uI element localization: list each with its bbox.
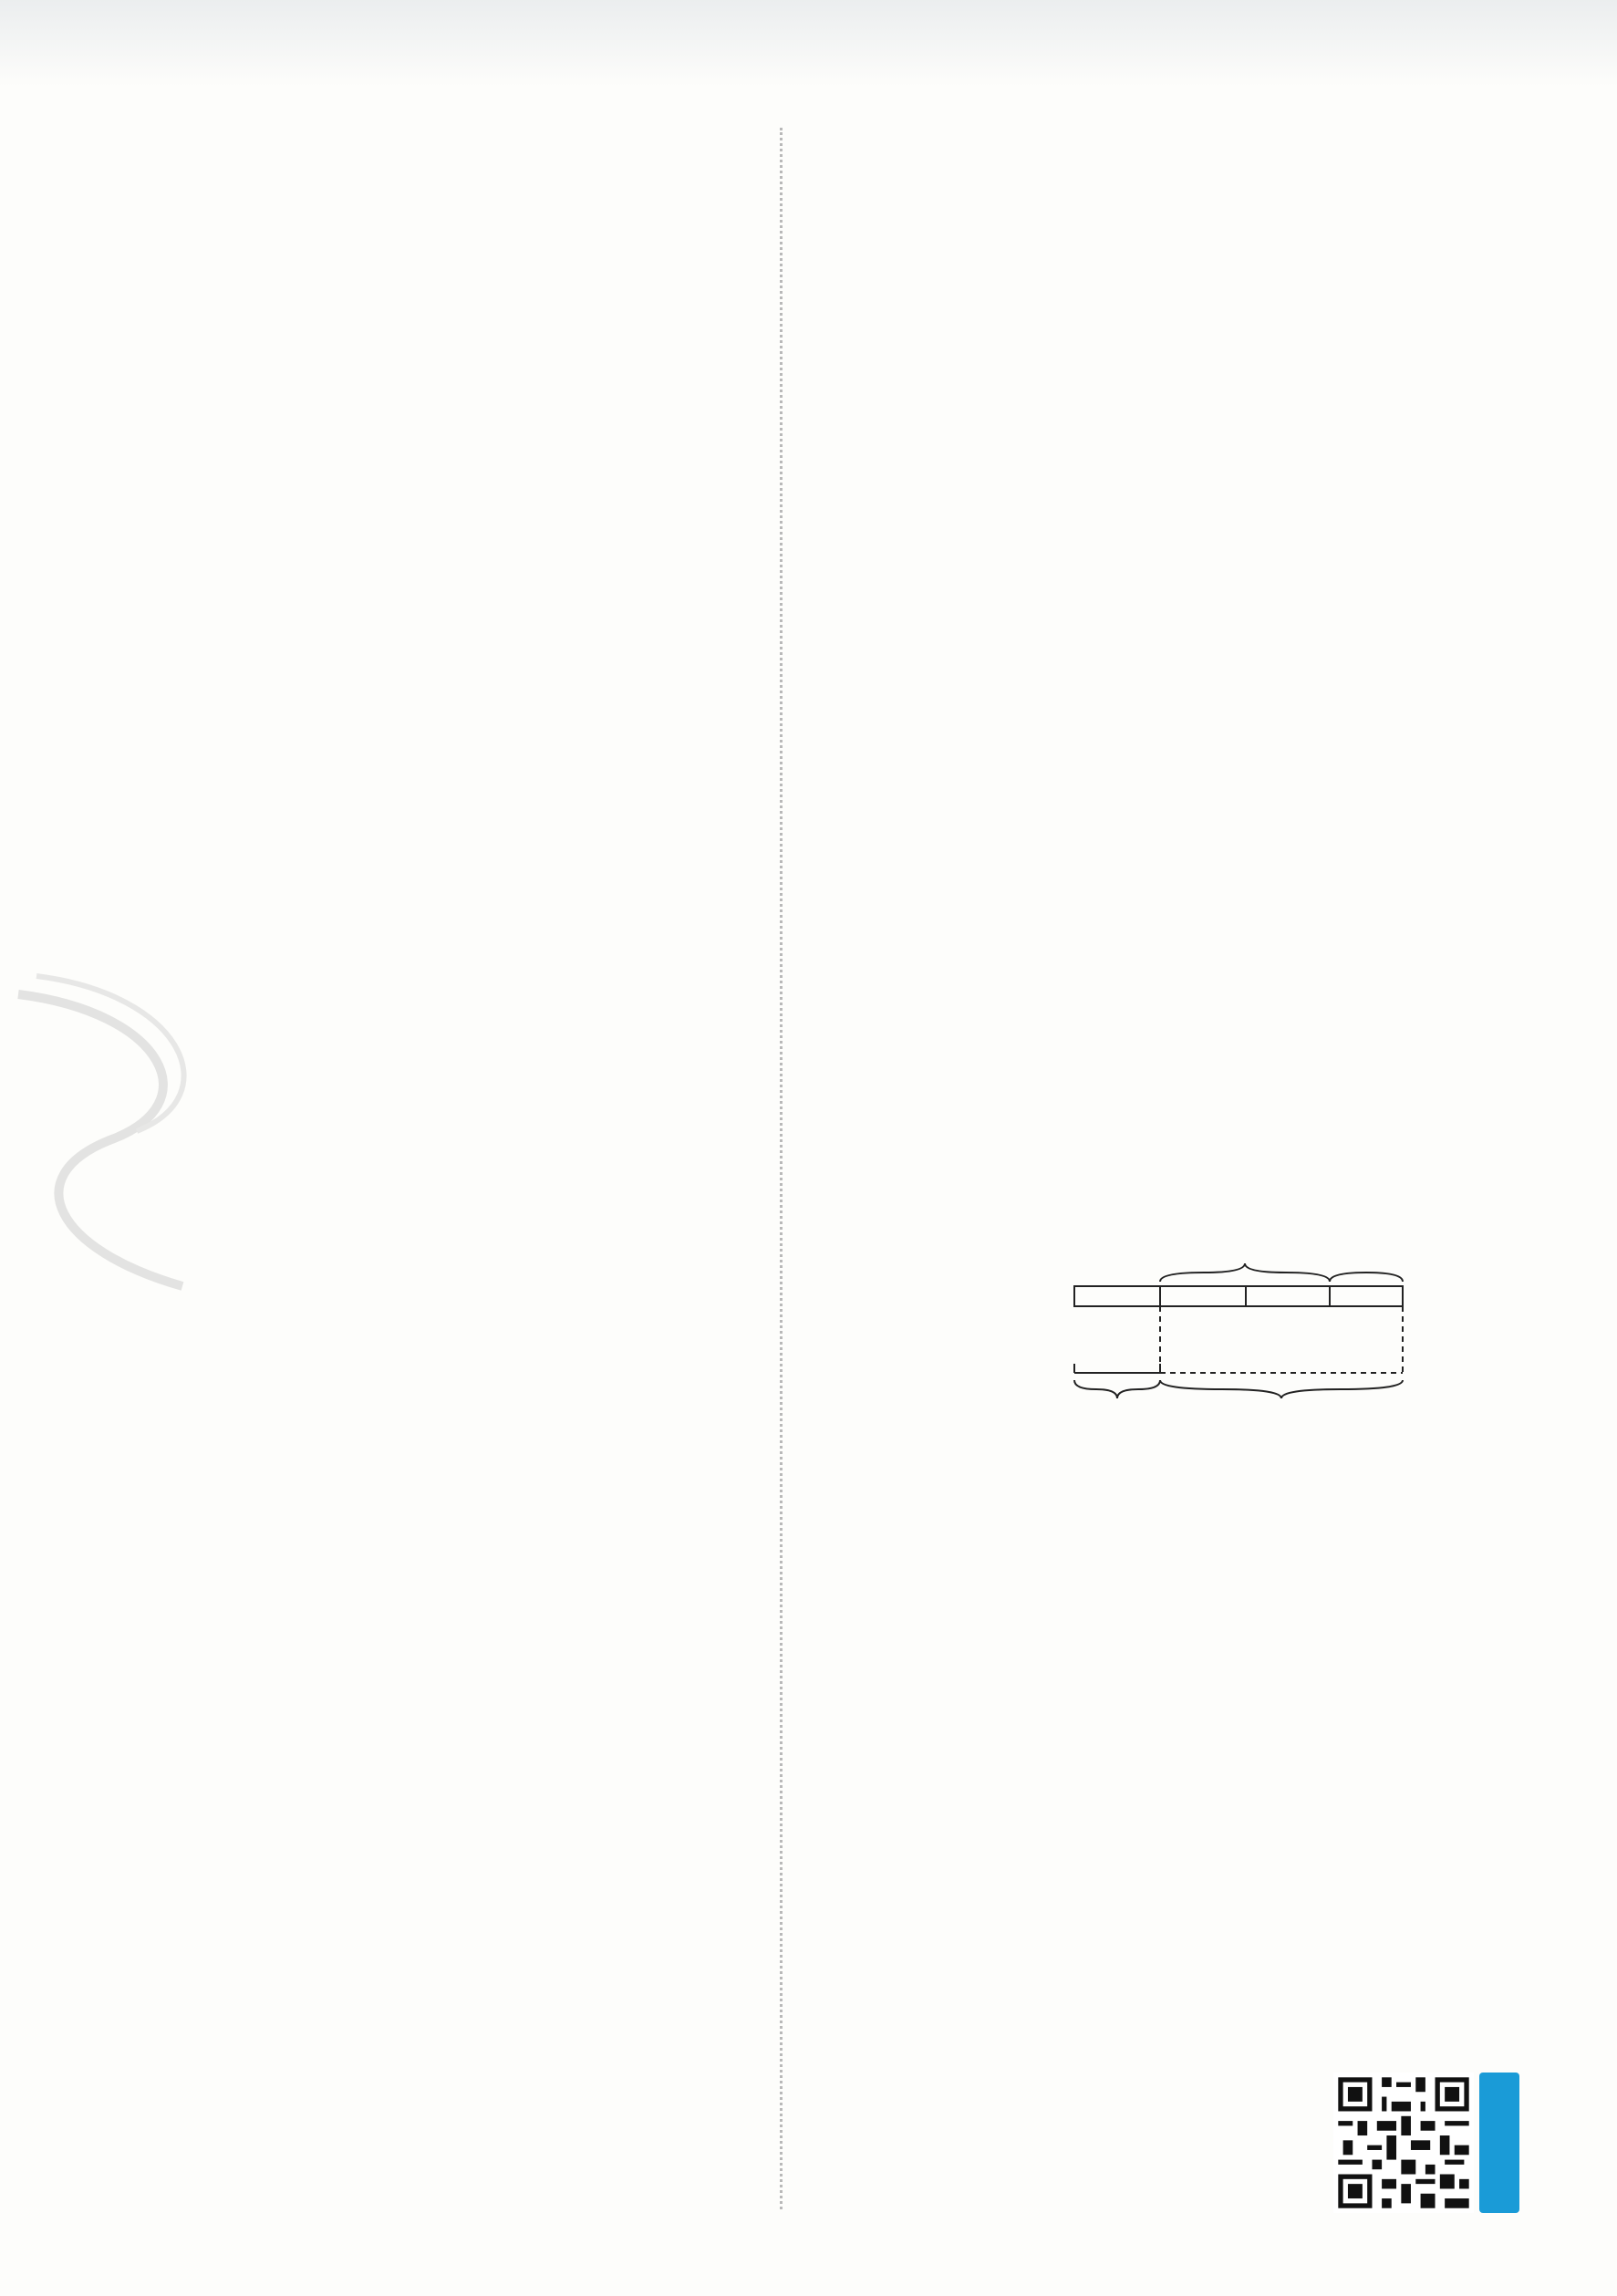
watermark-swirl xyxy=(0,958,237,1304)
qr-code-icon[interactable] xyxy=(1333,2073,1474,2213)
column-divider xyxy=(780,128,783,2209)
brace-bottom-280 xyxy=(1160,1380,1403,1398)
brace-bottom-q xyxy=(1074,1380,1160,1398)
brace-top-80 xyxy=(1330,1273,1403,1282)
qr-label xyxy=(1479,2073,1519,2213)
xiaojun-bar xyxy=(1074,1286,1403,1306)
top-scan-shade xyxy=(0,0,1617,87)
line-segment-diagram xyxy=(994,1245,1432,1428)
unit6-row3 xyxy=(901,2175,928,2211)
unit6-row2 xyxy=(901,2118,1066,2155)
brace-top-q xyxy=(1160,1263,1330,1282)
